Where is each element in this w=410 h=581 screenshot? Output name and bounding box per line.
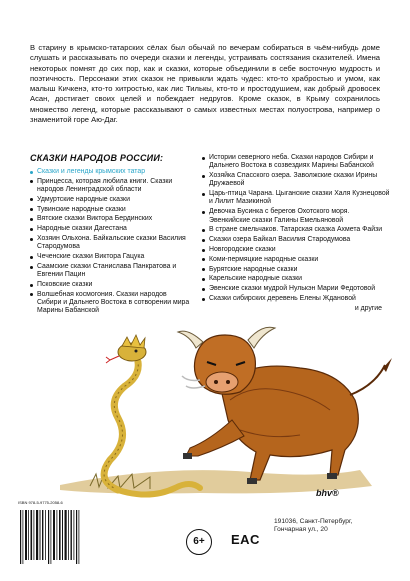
bull-and-snake-illustration [0, 290, 410, 520]
publisher-address [274, 518, 352, 534]
list-item: Принцесса, которая любила книги. Сказки народов Ленинградской области [30, 178, 190, 195]
isbn-text: ISBN 978-5-9775-2058-6 [18, 500, 63, 505]
list-item: Девочка Бусинка с берегов Охотского моря. Эвенкийские сказки Галины Емельяновой [202, 208, 392, 225]
bull-nostril [226, 380, 230, 384]
list-item: Чеченские сказки Виктора Гацука [30, 253, 190, 261]
publisher-logo: bhv® [316, 488, 339, 498]
bull-horn [178, 331, 203, 348]
barcode-image [18, 502, 84, 572]
list-item: Бурятские народные сказки [202, 266, 392, 274]
list-item: Удмуртские народные сказки [30, 196, 190, 204]
bull-hoof [183, 453, 192, 459]
eac-mark: EAC [231, 532, 260, 547]
bull-muzzle [206, 372, 238, 392]
list-item: Карельские народные сказки [202, 275, 392, 283]
list-item: Истории северного неба. Сказки народов Сибири и Дальнего Востока в созвездиях Марины Бабанской [202, 154, 392, 171]
list-item: Царь-птица Чарана. Цыганские сказки Халя Кузнецовой и Лилит Мазикиной [202, 190, 392, 207]
list-item: Хозяйка Спасского озера. Заволжские сказки Ирины Дружаевой [202, 172, 392, 189]
address-line: 191036, Санкт-Петербург, [274, 518, 353, 525]
bull-hoof [247, 478, 257, 484]
list-item: В стране смельчаков. Татарская сказка Ахмета Файзи [202, 226, 392, 234]
list-item: Сказки и легенды крымских татар [30, 168, 190, 176]
bull-front-leg [186, 420, 244, 456]
intro-paragraph: В старину в крымско-татарских сёлах был обычай по вечерам собираться в чьём-нибудь доме слушать и рассказывать по очереди сказки и легенды, устраивать состязания сказителей. Имена некоторых помнят до сих пор, как и сказки, которые объединили в себе восточную мудрость и поэтичность. Персонажи этих сказок не привыкли ждать чудес: кто-то храбростью и умом, как малыш Кичкенэ, кто-то хитростью, как лис Тилькы, кто-то и простодушием, как добрый дровосек Асан, достигает своих целей и побеждает недругов. Кроме сказок, в Крыму сохранилось множество легенд, которые рассказывают о самых известных местах полуострова, например о знаменитой горе Аю-Даг. [30, 43, 380, 125]
list-item: Псковские сказки [30, 281, 190, 289]
snake-tongue [106, 356, 119, 363]
bull-horn [248, 327, 275, 348]
snake-eye [135, 350, 138, 353]
list-item: Народные сказки Дагестана [30, 225, 190, 233]
list-item: Сказки сибирских деревень Елены Ждановой [202, 295, 392, 303]
list-item: Сказки озера Байкал Василия Стародумова [202, 236, 392, 244]
list-item: Вятские сказки Виктора Бердинских [30, 215, 190, 223]
list-item: Эвенские сказки мудрой Нулькэн Марии Федотовой [202, 285, 392, 293]
bull-nostril [214, 380, 218, 384]
list-item: Саамские сказки Станислава Панкратова и Евгении Пацин [30, 263, 190, 280]
list-item: Новгородские сказки [202, 246, 392, 254]
series-title: СКАЗКИ НАРОДОВ РОССИИ: [30, 153, 164, 163]
list-item: Хозяин Ольхона. Байкальские сказки Василия Стародумова [30, 235, 190, 252]
list-item: Волшебная космогония. Сказки народов Сибири и Дальнего Востока в сотворении мира Марины Бабанской [30, 291, 190, 316]
list-tail: и другие [354, 304, 382, 312]
list-item: Тувинские народные сказки [30, 206, 190, 214]
bull-hoof [327, 473, 337, 479]
age-rating-badge: 6+ [186, 529, 212, 555]
address-line: Гончарная ул., 20 [274, 526, 328, 533]
list-item: Коми-пермяцкие народные сказки [202, 256, 392, 264]
snake-crown [122, 335, 145, 348]
bull-tail [350, 365, 385, 395]
